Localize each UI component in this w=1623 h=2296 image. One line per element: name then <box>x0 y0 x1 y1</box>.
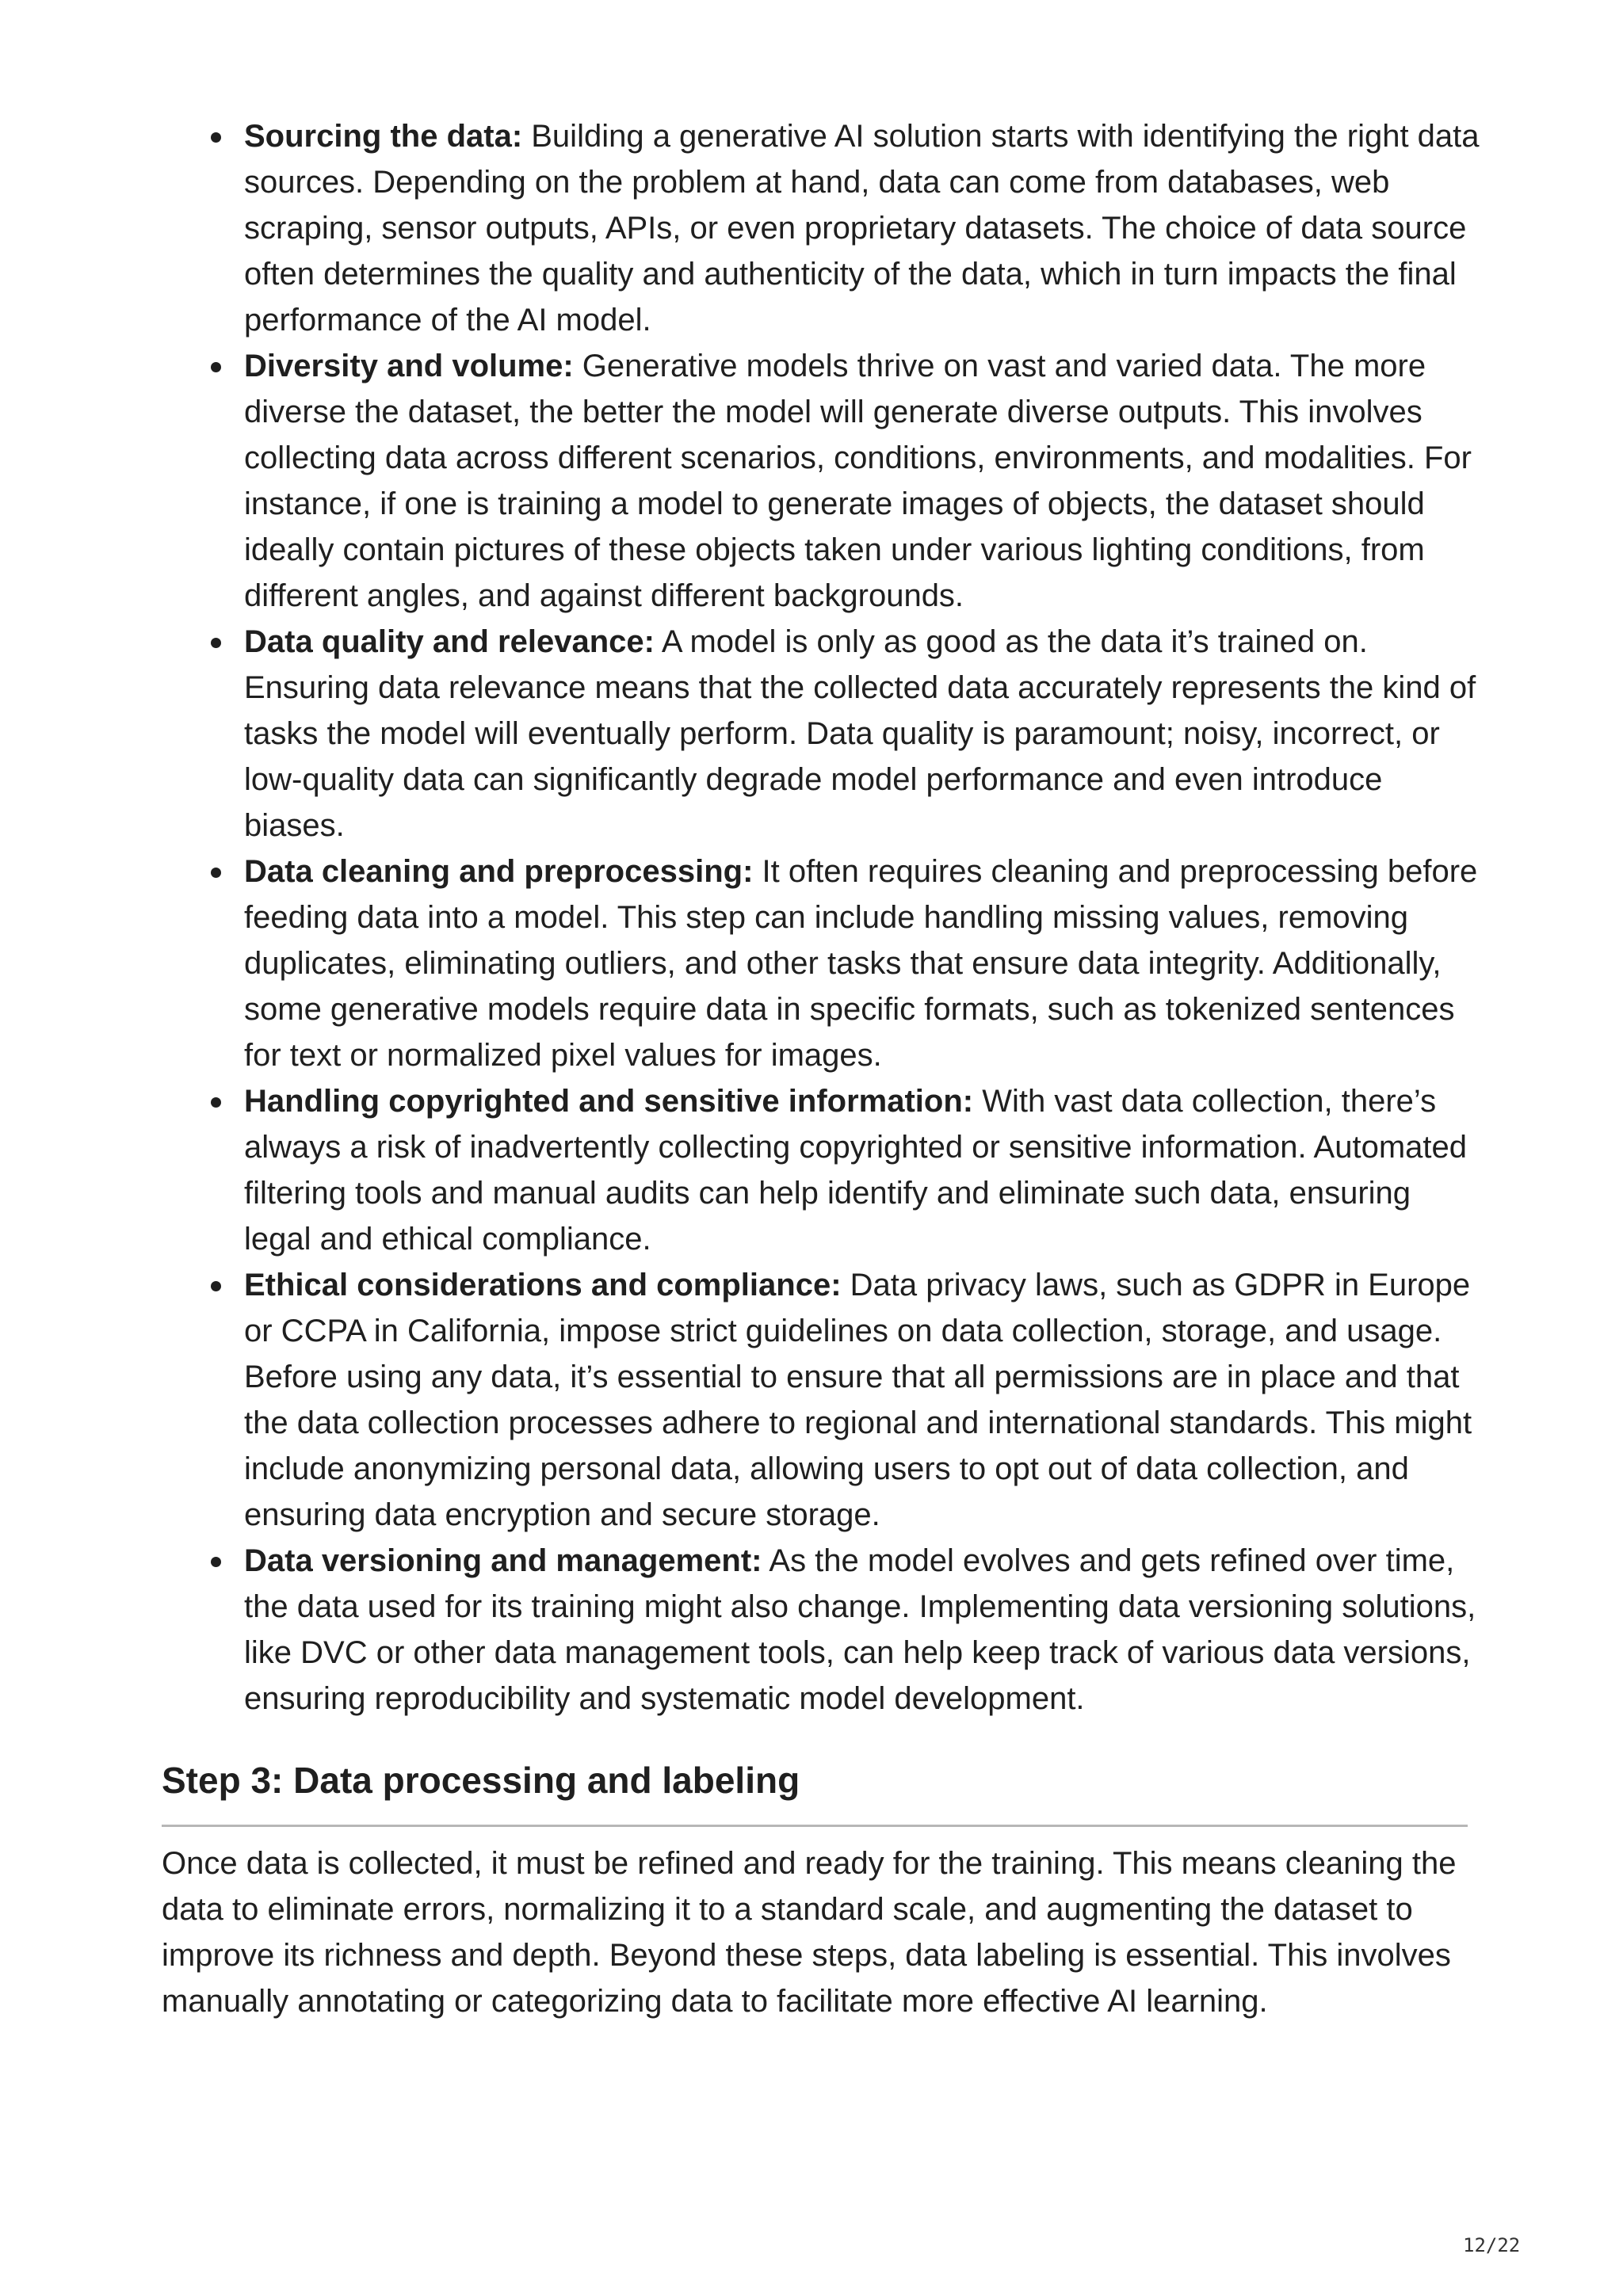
heading-divider <box>162 1825 1468 1827</box>
bullet-term: Data quality and relevance: <box>244 624 655 659</box>
bullet-term: Sourcing the data: <box>244 119 523 154</box>
bullet-term: Diversity and volume: <box>244 349 574 383</box>
bullet-text: Building a generative AI solution starts with identifying the right data sources. Depending on the problem at hand, data can come from databases, web scraping, sensor outputs, APIs, or even proprietary datasets. The choice of data source often determines the quality and authenticity of the data, which in turn impacts the final performance of the AI model. <box>244 119 1480 338</box>
bullet-text: Generative models thrive on vast and varied data. The more diverse the dataset, the better the model will generate diverse outputs. This involves collecting data across different scenarios, conditions, environments, and modalities. For instance, if one is training a model to generate images of objects, the dataset should ideally contain pictures of these objects taken under various lighting conditions, from different angles, and against different backgrounds. <box>244 349 1472 613</box>
list-item <box>244 343 1480 619</box>
section-paragraph: Once data is collected, it must be refined and ready for the training. This means cleaning the data to eliminate errors, normalizing it to a standard scale, and augmenting the dataset to improve its richness and depth. Beyond these steps, data labeling is essential. This involves manually annotating or categorizing data to facilitate more effective AI learning. <box>162 1846 1457 2019</box>
list-item <box>244 113 1480 343</box>
list-item <box>244 1262 1480 1538</box>
bullet-term: Data versioning and management: <box>244 1543 762 1578</box>
section-heading: Step 3: Data processing and labeling <box>162 1760 800 1801</box>
page-number: 12/22 <box>1463 2234 1521 2256</box>
list-item <box>244 619 1480 849</box>
list-item <box>244 1538 1480 1722</box>
list-item <box>244 1078 1480 1262</box>
list-item <box>244 849 1480 1078</box>
bullet-text: Data privacy laws, such as GDPR in Europe or CCPA in California, impose strict guidelines on data collection, storage, and usage. Before using any data, it’s essential to ensure that all permissions are in place and that the data collection processes adhere to regional and international standards. This might include anonymizing personal data, allowing users to opt out of data collection, and ensuring data encryption and secure storage. <box>244 1268 1472 1532</box>
bullet-text: A model is only as good as the data it’s trained on. Ensuring data relevance means that the collected data accurately represents the kind of tasks the model will eventually perform. Data quality is paramount; noisy, incorrect, or low-quality data can significantly degrade model performance and even introduce biases. <box>244 624 1476 843</box>
bullet-text: As the model evolves and gets refined over time, the data used for its training might also change. Implementing data versioning solutions, like DVC or other data management tools, can help keep track of various data versions, ensuring reproducibility and systematic model development. <box>244 1543 1476 1716</box>
bullet-term: Handling copyrighted and sensitive information: <box>244 1084 974 1119</box>
bullet-term: Data cleaning and preprocessing: <box>244 854 754 889</box>
bullet-list <box>244 113 1480 1722</box>
bullet-term: Ethical considerations and compliance: <box>244 1268 842 1302</box>
bullet-text: It often requires cleaning and preprocessing before feeding data into a model. This step can include handling missing values, removing duplicates, eliminating outliers, and other tasks that ensure data integrity. Additionally, some generative models require data in specific formats, such as tokenized sentences for text or normalized pixel values for images. <box>244 854 1478 1073</box>
bullet-text: With vast data collection, there’s always a risk of inadvertently collecting copyrighted or sensitive information. Automated filtering tools and manual audits can help identify and eliminate such data, ensuring legal and ethical compliance. <box>244 1084 1467 1257</box>
